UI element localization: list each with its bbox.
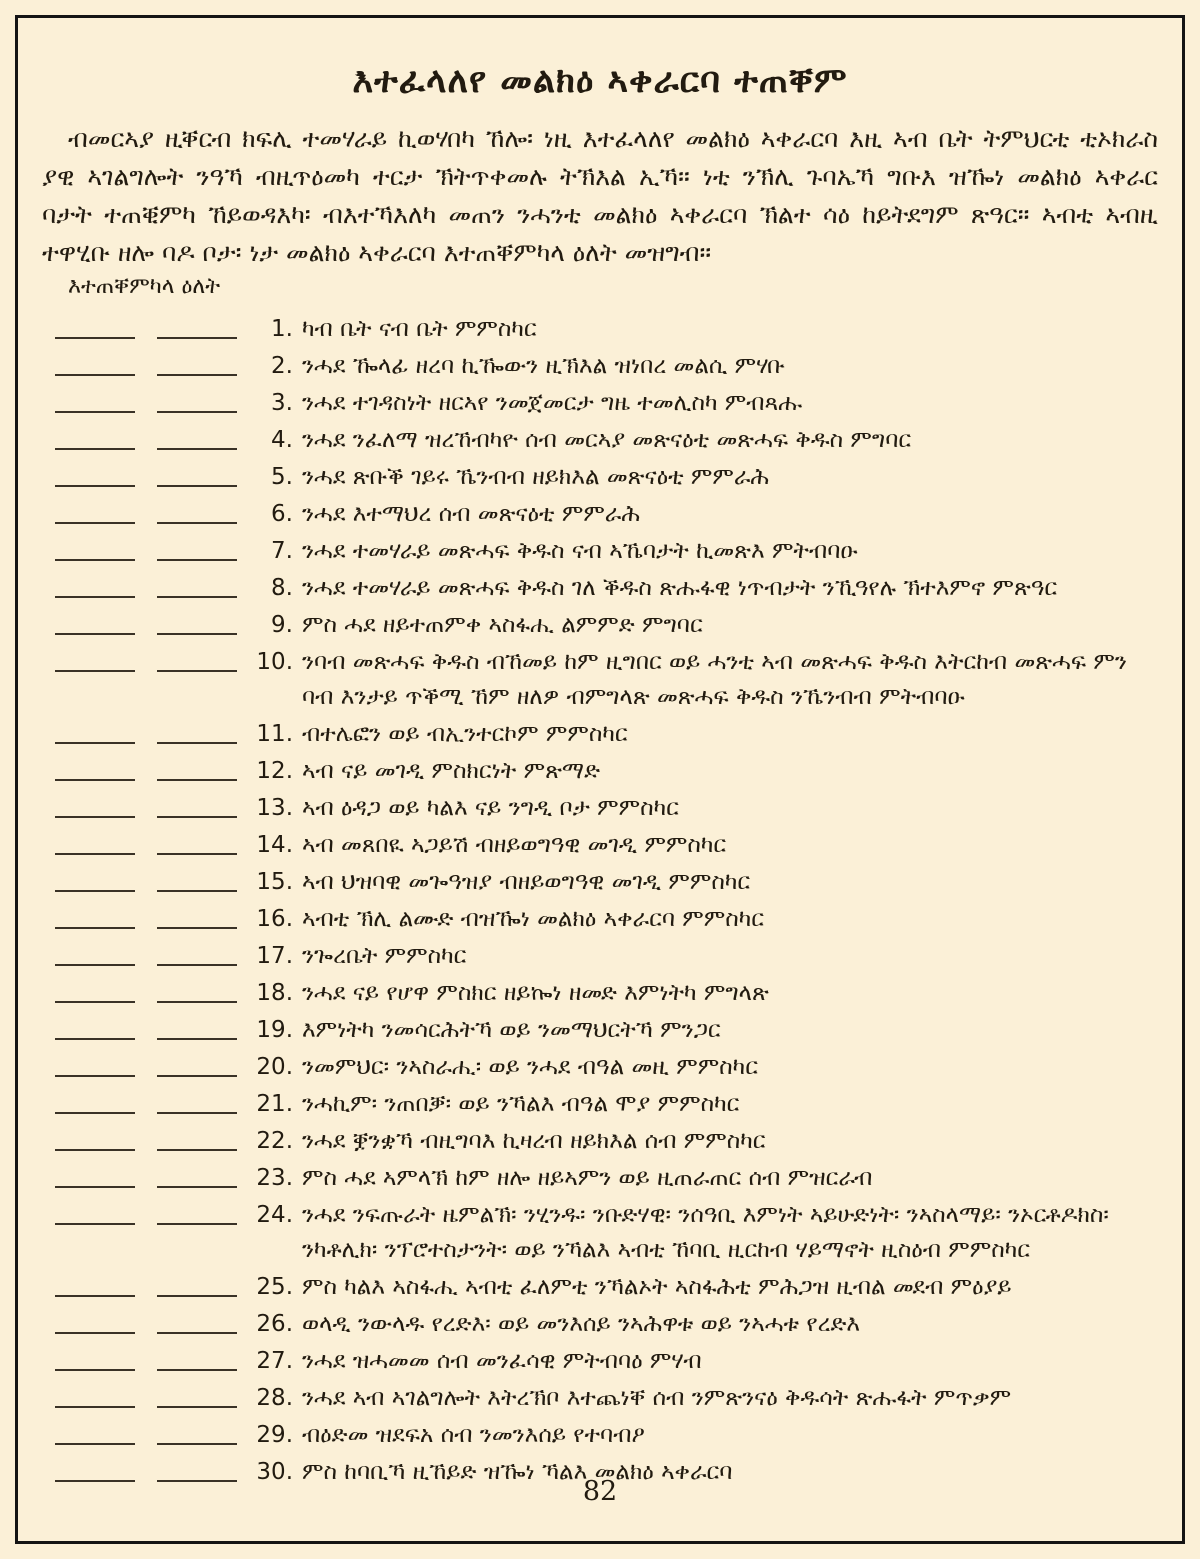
list-item (42, 347, 1158, 384)
item-text-line: ኣብ ህዝባዊ መጐዓዝያ ብዘይወግዓዊ መገዲ ምምስካር (302, 869, 751, 895)
item-text-line: ብተሌፎን ወይ ብኢንተርኮም ምምስካር (302, 721, 628, 747)
item-number: 27. (256, 1348, 293, 1374)
list-item (42, 974, 1158, 1011)
list-item (42, 826, 1158, 863)
date-blank-first (55, 350, 135, 376)
item-number: 2. (271, 353, 293, 379)
list-item (42, 1268, 1158, 1305)
item-text-line: ንሓደ ናይ የሆዋ ምስክር ዘይኰነ ዘመድ እምነትካ ምግላጽ (302, 980, 769, 1006)
item-text (302, 349, 1158, 384)
date-blank-first (55, 646, 135, 672)
list-item (42, 384, 1158, 421)
date-blank-second (157, 977, 237, 1003)
date-blank-first (55, 792, 135, 818)
date-blank-second (157, 1271, 237, 1297)
date-blank-first (55, 940, 135, 966)
item-text (302, 534, 1158, 569)
item-text-line: ኣብ ናይ መገዲ ምስክርነት ምጽማድ (302, 758, 600, 784)
item-text (302, 754, 1158, 789)
date-used-label: እተጠቐምካላ ዕለት (68, 274, 221, 299)
item-number: 10. (256, 649, 293, 675)
date-blank-second (157, 1419, 237, 1445)
date-blank-second (157, 1308, 237, 1334)
item-text (302, 1418, 1158, 1453)
date-blank-first (55, 535, 135, 561)
presentation-list (42, 310, 1158, 1490)
date-blank-first (55, 1382, 135, 1408)
date-blank-second (157, 572, 237, 598)
date-blank-second (157, 940, 237, 966)
list-item (42, 310, 1158, 347)
item-number: 19. (256, 1017, 293, 1043)
item-text (302, 902, 1158, 937)
date-blank-second (157, 387, 237, 413)
list-item (42, 421, 1158, 458)
list-item (42, 1122, 1158, 1159)
item-text (302, 791, 1158, 826)
item-text-line: ብዕድመ ዝደፍአ ሰብ ንመንእሰይ የተባብዖ (302, 1422, 645, 1448)
item-text-line: ምስ ከባቢኻ ዚኸይድ ዝዀነ ኻልእ መልክዕ ኣቀራርባ (302, 1459, 733, 1485)
item-text (302, 976, 1158, 1011)
item-number: 16. (256, 906, 293, 932)
list-item (42, 1196, 1158, 1268)
date-blank-first (55, 866, 135, 892)
item-text-line: ንሓደ እተማህረ ሰብ መጽናዕቲ ምምራሕ (302, 501, 641, 527)
item-text (302, 865, 1158, 900)
date-blank-second (157, 1014, 237, 1040)
list-item (42, 715, 1158, 752)
date-blank-second (157, 866, 237, 892)
item-text-line: ካብ ቤት ናብ ቤት ምምስካር (302, 316, 537, 342)
intro-line: ተዋሂቡ ዘሎ ባዶ ቦታ፡ ነታ መልክዕ ኣቀራርባ እተጠቐምካላ ዕለት መዝግብ። (42, 238, 712, 267)
item-text-line: ንካቶሊክ፡ ንፕሮተስታንት፡ ወይ ንኻልእ ኣብቲ ኸባቢ ዚርከብ ሃይማኖት ዚስዕብ ምምስካር (302, 1237, 1030, 1263)
date-blank-second (157, 1088, 237, 1114)
list-item (42, 1011, 1158, 1048)
item-text-line: ኣብ መጸበዪ ኣጋይሽ ብዘይወግዓዊ መገዲ ምምስካር (302, 832, 727, 858)
item-number: 25. (256, 1274, 293, 1300)
item-text (302, 386, 1158, 421)
date-blank-first (55, 609, 135, 635)
item-text-line: ንሓደ ዀላፊ ዘረባ ኪዀውን ዚኽእል ዝነበረ መልሲ ምሃቡ (302, 353, 785, 379)
item-text-line: እምነትካ ንመሳርሕትኻ ወይ ንመማህርትኻ ምንጋር (302, 1017, 721, 1043)
item-text (302, 1198, 1158, 1268)
date-blank-second (157, 903, 237, 929)
date-blank-second (157, 646, 237, 672)
date-blank-second (157, 1051, 237, 1077)
list-item (42, 752, 1158, 789)
item-text (302, 1050, 1158, 1085)
item-text (302, 1124, 1158, 1159)
date-blank-second (157, 313, 237, 339)
list-item (42, 900, 1158, 937)
date-blank-first (55, 1308, 135, 1334)
date-blank-second (157, 609, 237, 635)
date-blank-second (157, 829, 237, 855)
item-text-line: ንሓደ ተመሃራይ መጽሓፍ ቅዱስ ገለ ቕዱስ ጽሑፋዊ ነጥብታት ንኺዓየሉ ኽተእምኖ ምጽዓር (302, 575, 1058, 601)
list-item (42, 1416, 1158, 1453)
item-text (302, 1270, 1158, 1305)
item-text (302, 1161, 1158, 1196)
date-blank-first (55, 1199, 135, 1225)
date-blank-first (55, 1419, 135, 1445)
list-item (42, 606, 1158, 643)
date-blank-second (157, 1382, 237, 1408)
date-blank-second (157, 498, 237, 524)
item-text-line: ንሓደ ንፈለማ ዝረኸብካዮ ሰብ መርኣያ መጽናዕቲ መጽሓፍ ቅዱስ ምግባር (302, 427, 912, 453)
item-text-line: ንሓደ ንፍጡራት ዜምልኽ፡ ንሂንዱ፡ ንቡድሃዊ፡ ንሰዓቢ እምነት ኣይሁድነት፡ ንኣስላማይ፡ ንኦርቶዶክስ፡ (302, 1202, 1109, 1228)
list-item (42, 1159, 1158, 1196)
date-blank-first (55, 424, 135, 450)
date-blank-second (157, 461, 237, 487)
item-number: 7. (271, 538, 293, 564)
list-item (42, 863, 1158, 900)
item-text (302, 497, 1158, 532)
date-blank-first (55, 461, 135, 487)
date-blank-first (55, 1088, 135, 1114)
date-blank-first (55, 1271, 135, 1297)
date-blank-second (157, 1199, 237, 1225)
item-number: 28. (256, 1385, 293, 1411)
item-text (302, 1381, 1158, 1416)
date-blank-first (55, 977, 135, 1003)
item-text-line: ባብ እንታይ ጥቕሚ ኸም ዘለዎ ብምግላጽ መጽሓፍ ቅዱስ ንኼንብብ ምትብባዑ (302, 684, 965, 710)
item-text (302, 1087, 1158, 1122)
date-blank-second (157, 535, 237, 561)
item-number: 30. (256, 1459, 293, 1485)
date-blank-second (157, 1162, 237, 1188)
page-content (42, 15, 1158, 1490)
list-item (42, 1085, 1158, 1122)
item-number: 9. (271, 612, 293, 638)
item-text-line: ንጐረቤት ምምስካር (302, 943, 467, 969)
item-text (302, 939, 1158, 974)
list-item (42, 569, 1158, 606)
item-text-line: ኣብቲ ኽሊ ልሙድ ብዝዀነ መልክዕ ኣቀራርባ ምምስካር (302, 906, 765, 932)
date-blank-first (55, 829, 135, 855)
item-text-line: ምስ ሓደ ኣምላኽ ከም ዘሎ ዘይኣምን ወይ ዚጠራጠር ሰብ ምዝርራብ (302, 1165, 873, 1191)
list-item (42, 937, 1158, 974)
item-number: 29. (256, 1422, 293, 1448)
item-text (302, 608, 1158, 643)
date-blank-first (55, 755, 135, 781)
item-number: 20. (256, 1054, 293, 1080)
item-text (302, 1344, 1158, 1379)
item-text-line: ንሓደ ተገዳስነት ዘርኣየ ንመጀመርታ ግዜ ተመሊስካ ምብጻሑ (302, 390, 803, 416)
item-number: 14. (256, 832, 293, 858)
item-text-line: ምስ ካልእ ኣስፋሒ ኣብቲ ፈለምቲ ንኻልኦት ኣስፋሕቲ ምሕጋዝ ዚብል መደብ ምዕያይ (302, 1274, 1012, 1300)
list-item (42, 1048, 1158, 1085)
item-number: 6. (271, 501, 293, 527)
date-blank-second (157, 1125, 237, 1151)
date-blank-second (157, 755, 237, 781)
item-text (302, 828, 1158, 863)
item-text (302, 460, 1158, 495)
item-number: 22. (256, 1128, 293, 1154)
item-number: 11. (256, 721, 293, 747)
list-item (42, 1342, 1158, 1379)
date-blank-first (55, 387, 135, 413)
item-text-line: ወላዲ ንውላዱ የረድእ፡ ወይ መንእሰይ ንኣሕዋቱ ወይ ንኣሓቱ የረድእ (302, 1311, 861, 1337)
page-title: እተፈላለየ መልክዕ ኣቀራርባ ተጠቐም (352, 61, 848, 101)
item-number: 5. (271, 464, 293, 490)
item-text-line: ንሓደ ተመሃራይ መጽሓፍ ቅዱስ ናብ ኣኼባታት ኪመጽእ ምትብባዑ (302, 538, 858, 564)
item-text-line: ንሓደ ዝሓመመ ሰብ መንፈሳዊ ምትብባዕ ምሃብ (302, 1348, 702, 1374)
intro-line: ባታት ተጠቒምካ ኸይወዳእካ፡ ብእተኻእለካ መጠን ንሓንቲ መልክዕ ኣቀራርባ ኽልተ ሳዕ ከይትደግም ጽዓር። ኣብቲ ኣብዚ (42, 200, 1158, 229)
item-number: 15. (256, 869, 293, 895)
item-number: 17. (256, 943, 293, 969)
list-item (42, 1305, 1158, 1342)
list-item (42, 789, 1158, 826)
item-text (302, 717, 1158, 752)
item-number: 12. (256, 758, 293, 784)
date-blank-second (157, 424, 237, 450)
item-number: 26. (256, 1311, 293, 1337)
list-item (42, 458, 1158, 495)
date-blank-second (157, 792, 237, 818)
list-item (42, 643, 1158, 715)
item-text (302, 571, 1158, 606)
item-text (302, 645, 1158, 715)
item-text-line: ንሓኪም፡ ንጠበቓ፡ ወይ ንኻልእ ብዓል ሞያ ምምስካር (302, 1091, 740, 1117)
item-number: 8. (271, 575, 293, 601)
intro-line: ብመርኣያ ዚቐርብ ክፍሊ ተመሃራይ ኪወሃበካ ኸሎ፡ ነዚ እተፈላለየ መልክዕ ኣቀራርባ እዚ ኣብ ቤት ትምህርቲ ቲኦክራስ (68, 124, 1158, 153)
date-blank-first (55, 718, 135, 744)
item-text (302, 1307, 1158, 1342)
item-text-line: ንሓደ ቛንቋኻ ብዚግባእ ኪዛረብ ዘይክእል ሰብ ምምስካር (302, 1128, 766, 1154)
item-text-line: ኣብ ዕዳጋ ወይ ካልእ ናይ ንግዲ ቦታ ምምስካር (302, 795, 679, 821)
date-blank-second (157, 1345, 237, 1371)
list-item (42, 1379, 1158, 1416)
item-number: 21. (256, 1091, 293, 1117)
list-item (42, 532, 1158, 569)
date-blank-first (55, 1014, 135, 1040)
item-text-line: ምስ ሓደ ዘይተጠምቀ ኣስፋሒ ልምምድ ምግባር (302, 612, 703, 638)
intro-line: ያዊ ኣገልግሎት ንዓኻ ብዚጥዕመካ ተርታ ኽትጥቀመሉ ትኽእል ኢኻ። ነቲ ንኽሊ ጉባኤኻ ግቡእ ዝዀነ መልክዕ ኣቀራር (42, 162, 1158, 191)
item-number: 24. (256, 1202, 293, 1228)
page-number: 82 (582, 1476, 618, 1507)
item-text-line: ንሓደ ጽቡቕ ገይሩ ኼንብብ ዘይክእል መጽናዕቲ ምምራሕ (302, 464, 770, 490)
intro-paragraph (42, 120, 1158, 272)
date-blank-first (55, 903, 135, 929)
date-blank-second (157, 350, 237, 376)
date-blank-first (55, 572, 135, 598)
date-blank-first (55, 1162, 135, 1188)
item-number: 18. (256, 980, 293, 1006)
item-text (302, 1013, 1158, 1048)
item-text-line: ንሓደ ኣብ ኣገልግሎት እትረኽቦ እተጨነቐ ሰብ ንምጽንናዕ ቅዱሳት ጽሑፋት ምጥቃም (302, 1385, 1012, 1411)
list-item (42, 495, 1158, 532)
date-blank-first (55, 1125, 135, 1151)
item-text (302, 423, 1158, 458)
item-number: 13. (256, 795, 293, 821)
item-number: 4. (271, 427, 293, 453)
date-blank-first (55, 313, 135, 339)
date-blank-first (55, 498, 135, 524)
item-number: 23. (256, 1165, 293, 1191)
date-blank-second (157, 718, 237, 744)
item-number: 3. (271, 390, 293, 416)
date-blank-first (55, 1345, 135, 1371)
date-blank-first (55, 1051, 135, 1077)
item-number: 1. (271, 316, 293, 342)
item-text (302, 312, 1158, 347)
item-text-line: ንመምህር፡ ንኣስራሒ፡ ወይ ንሓደ ብዓል መዚ ምምስካር (302, 1054, 758, 1080)
item-text-line: ንባብ መጽሓፍ ቅዱስ ብኸመይ ከም ዚግበር ወይ ሓንቲ ኣብ መጽሓፍ ቅዱስ እትርከብ መጽሓፍ ምን (302, 649, 1127, 675)
